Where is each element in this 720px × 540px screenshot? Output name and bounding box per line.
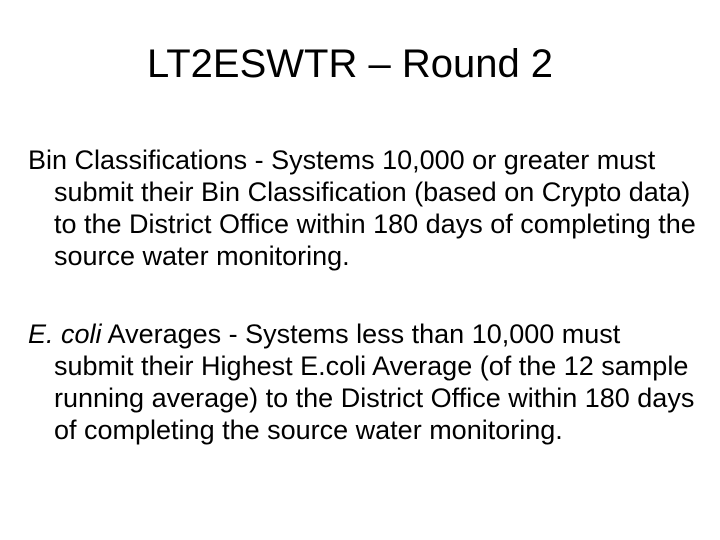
paragraph-bin-classifications	[28, 144, 700, 272]
slide-title: LT2ESWTR – Round 2	[146, 42, 554, 86]
paragraph-text: Averages - Systems less than 10,000 must submit their Highest E.coli Average (of the 12 sample running average) to the District Office within 180 days of completing the source water monitoring.	[54, 319, 695, 445]
slide-body	[28, 144, 700, 446]
paragraph-ecoli-averages	[28, 318, 700, 446]
paragraph-lead-italic: E. coli	[28, 319, 102, 349]
paragraph-text: Bin Classifications - Systems 10,000 or greater must submit their Bin Classification (based on Crypto data) to the District Office within 180 days of completing the source water monitoring.	[28, 145, 696, 271]
